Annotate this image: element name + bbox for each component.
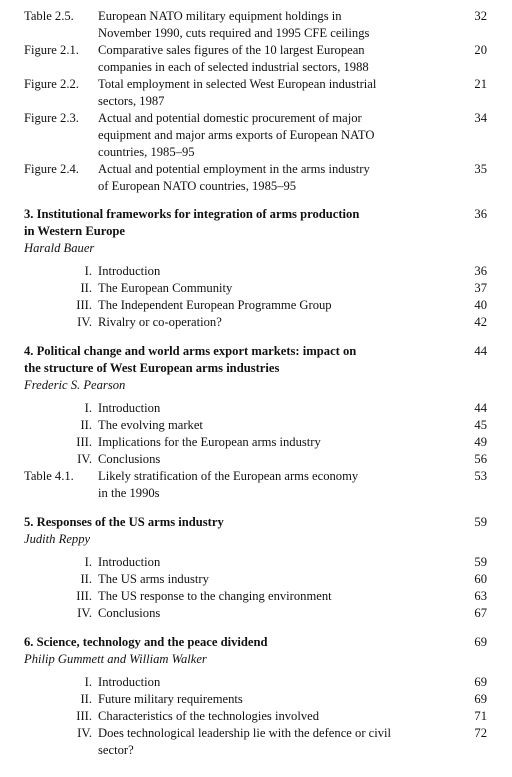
section-title: Does technological leadership lie with the defence or civil — [98, 726, 392, 740]
section-number: II. — [80, 572, 92, 586]
section-title: Characteristics of the technologies involved — [98, 709, 320, 723]
section-number: I. — [84, 675, 92, 689]
entry-title: Total employment in selected West European industrial — [98, 77, 377, 91]
section-number: III. — [76, 298, 92, 312]
entry-title: Actual and potential domestic procurement of major — [98, 111, 362, 125]
entry-page: 20 — [474, 43, 487, 57]
chapter-author: Frederic S. Pearson — [24, 378, 126, 392]
section-page: 63 — [474, 589, 487, 603]
chapter-title: 5. Responses of the US arms industry — [24, 515, 224, 529]
entry-title: companies in each of selected industrial sectors, 1988 — [98, 60, 369, 74]
section-page: 37 — [474, 281, 487, 295]
entry-title: European NATO military equipment holdings in — [98, 9, 342, 23]
entry-page: 21 — [474, 77, 487, 91]
section-number: IV. — [77, 452, 92, 466]
section-title: Conclusions — [98, 452, 161, 466]
section-number: IV. — [77, 606, 92, 620]
section-title: The Independent European Programme Group — [98, 298, 332, 312]
section-number: IV. — [77, 726, 92, 740]
section-number: II. — [80, 692, 92, 706]
chapter-title: in Western Europe — [24, 224, 125, 238]
entry-title: November 1990, cuts required and 1995 CFE ceilings — [98, 26, 370, 40]
entry-page: 34 — [474, 111, 487, 125]
section-number: III. — [76, 709, 92, 723]
section-number: I. — [84, 264, 92, 278]
section-number: I. — [84, 555, 92, 569]
section-title: Introduction — [98, 675, 161, 689]
section-title: Introduction — [98, 555, 161, 569]
chapter-title: 3. Institutional frameworks for integration of arms production — [24, 207, 360, 221]
chapter-author: Harald Bauer — [24, 241, 95, 255]
table-title: in the 1990s — [98, 486, 160, 500]
section-number: III. — [76, 435, 92, 449]
table-page: 53 — [474, 469, 487, 483]
section-page: 56 — [474, 452, 487, 466]
section-title: The US arms industry — [98, 572, 209, 586]
section-title: The European Community — [98, 281, 233, 295]
entry-label: Figure 2.4. — [24, 162, 79, 176]
entry-title: Comparative sales figures of the 10 largest European — [98, 43, 365, 57]
entry-label: Table 2.5. — [24, 9, 74, 23]
entry-title: countries, 1985–95 — [98, 145, 195, 159]
section-page: 44 — [474, 401, 487, 415]
section-page: 72 — [474, 726, 487, 740]
chapter-title: 6. Science, technology and the peace dividend — [24, 635, 268, 649]
section-page: 36 — [474, 264, 487, 278]
section-number: IV. — [77, 315, 92, 329]
section-title: Future military requirements — [98, 692, 243, 706]
chapter-page: 59 — [474, 515, 487, 529]
section-page: 42 — [474, 315, 487, 329]
entry-title: sectors, 1987 — [98, 94, 165, 108]
section-page: 59 — [474, 555, 487, 569]
chapter-author: Philip Gummett and William Walker — [24, 652, 207, 666]
table-title: Likely stratification of the European arms economy — [98, 469, 359, 483]
section-title: The US response to the changing environment — [98, 589, 332, 603]
section-page: 45 — [474, 418, 487, 432]
section-title: Rivalry or co-operation? — [98, 315, 222, 329]
section-title: The evolving market — [98, 418, 203, 432]
table-label: Table 4.1. — [24, 469, 74, 483]
section-page: 67 — [474, 606, 487, 620]
entry-title: equipment and major arms exports of European NATO — [98, 128, 375, 142]
section-number: II. — [80, 281, 92, 295]
section-page: 40 — [474, 298, 487, 312]
section-number: III. — [76, 589, 92, 603]
section-number: I. — [84, 401, 92, 415]
section-title: Introduction — [98, 401, 161, 415]
section-page: 69 — [474, 675, 487, 689]
section-title: sector? — [98, 743, 134, 757]
entry-title: Actual and potential employment in the arms industry — [98, 162, 370, 176]
section-page: 60 — [474, 572, 487, 586]
entry-page: 35 — [474, 162, 487, 176]
section-page: 71 — [474, 709, 487, 723]
entry-title: of European NATO countries, 1985–95 — [98, 179, 297, 193]
chapter-page: 36 — [474, 207, 487, 221]
chapter-title: the structure of West European arms industries — [24, 361, 280, 375]
entry-page: 32 — [474, 9, 487, 23]
section-title: Conclusions — [98, 606, 161, 620]
chapter-title: 4. Political change and world arms export markets: impact on — [24, 344, 357, 358]
section-title: Implications for the European arms industry — [98, 435, 321, 449]
entry-label: Figure 2.1. — [24, 43, 79, 57]
section-number: II. — [80, 418, 92, 432]
entry-label: Figure 2.2. — [24, 77, 79, 91]
section-page: 49 — [474, 435, 487, 449]
chapter-author: Judith Reppy — [24, 532, 91, 546]
chapter-page: 44 — [474, 344, 487, 358]
chapter-page: 69 — [474, 635, 487, 649]
section-title: Introduction — [98, 264, 161, 278]
section-page: 69 — [474, 692, 487, 706]
entry-label: Figure 2.3. — [24, 111, 79, 125]
